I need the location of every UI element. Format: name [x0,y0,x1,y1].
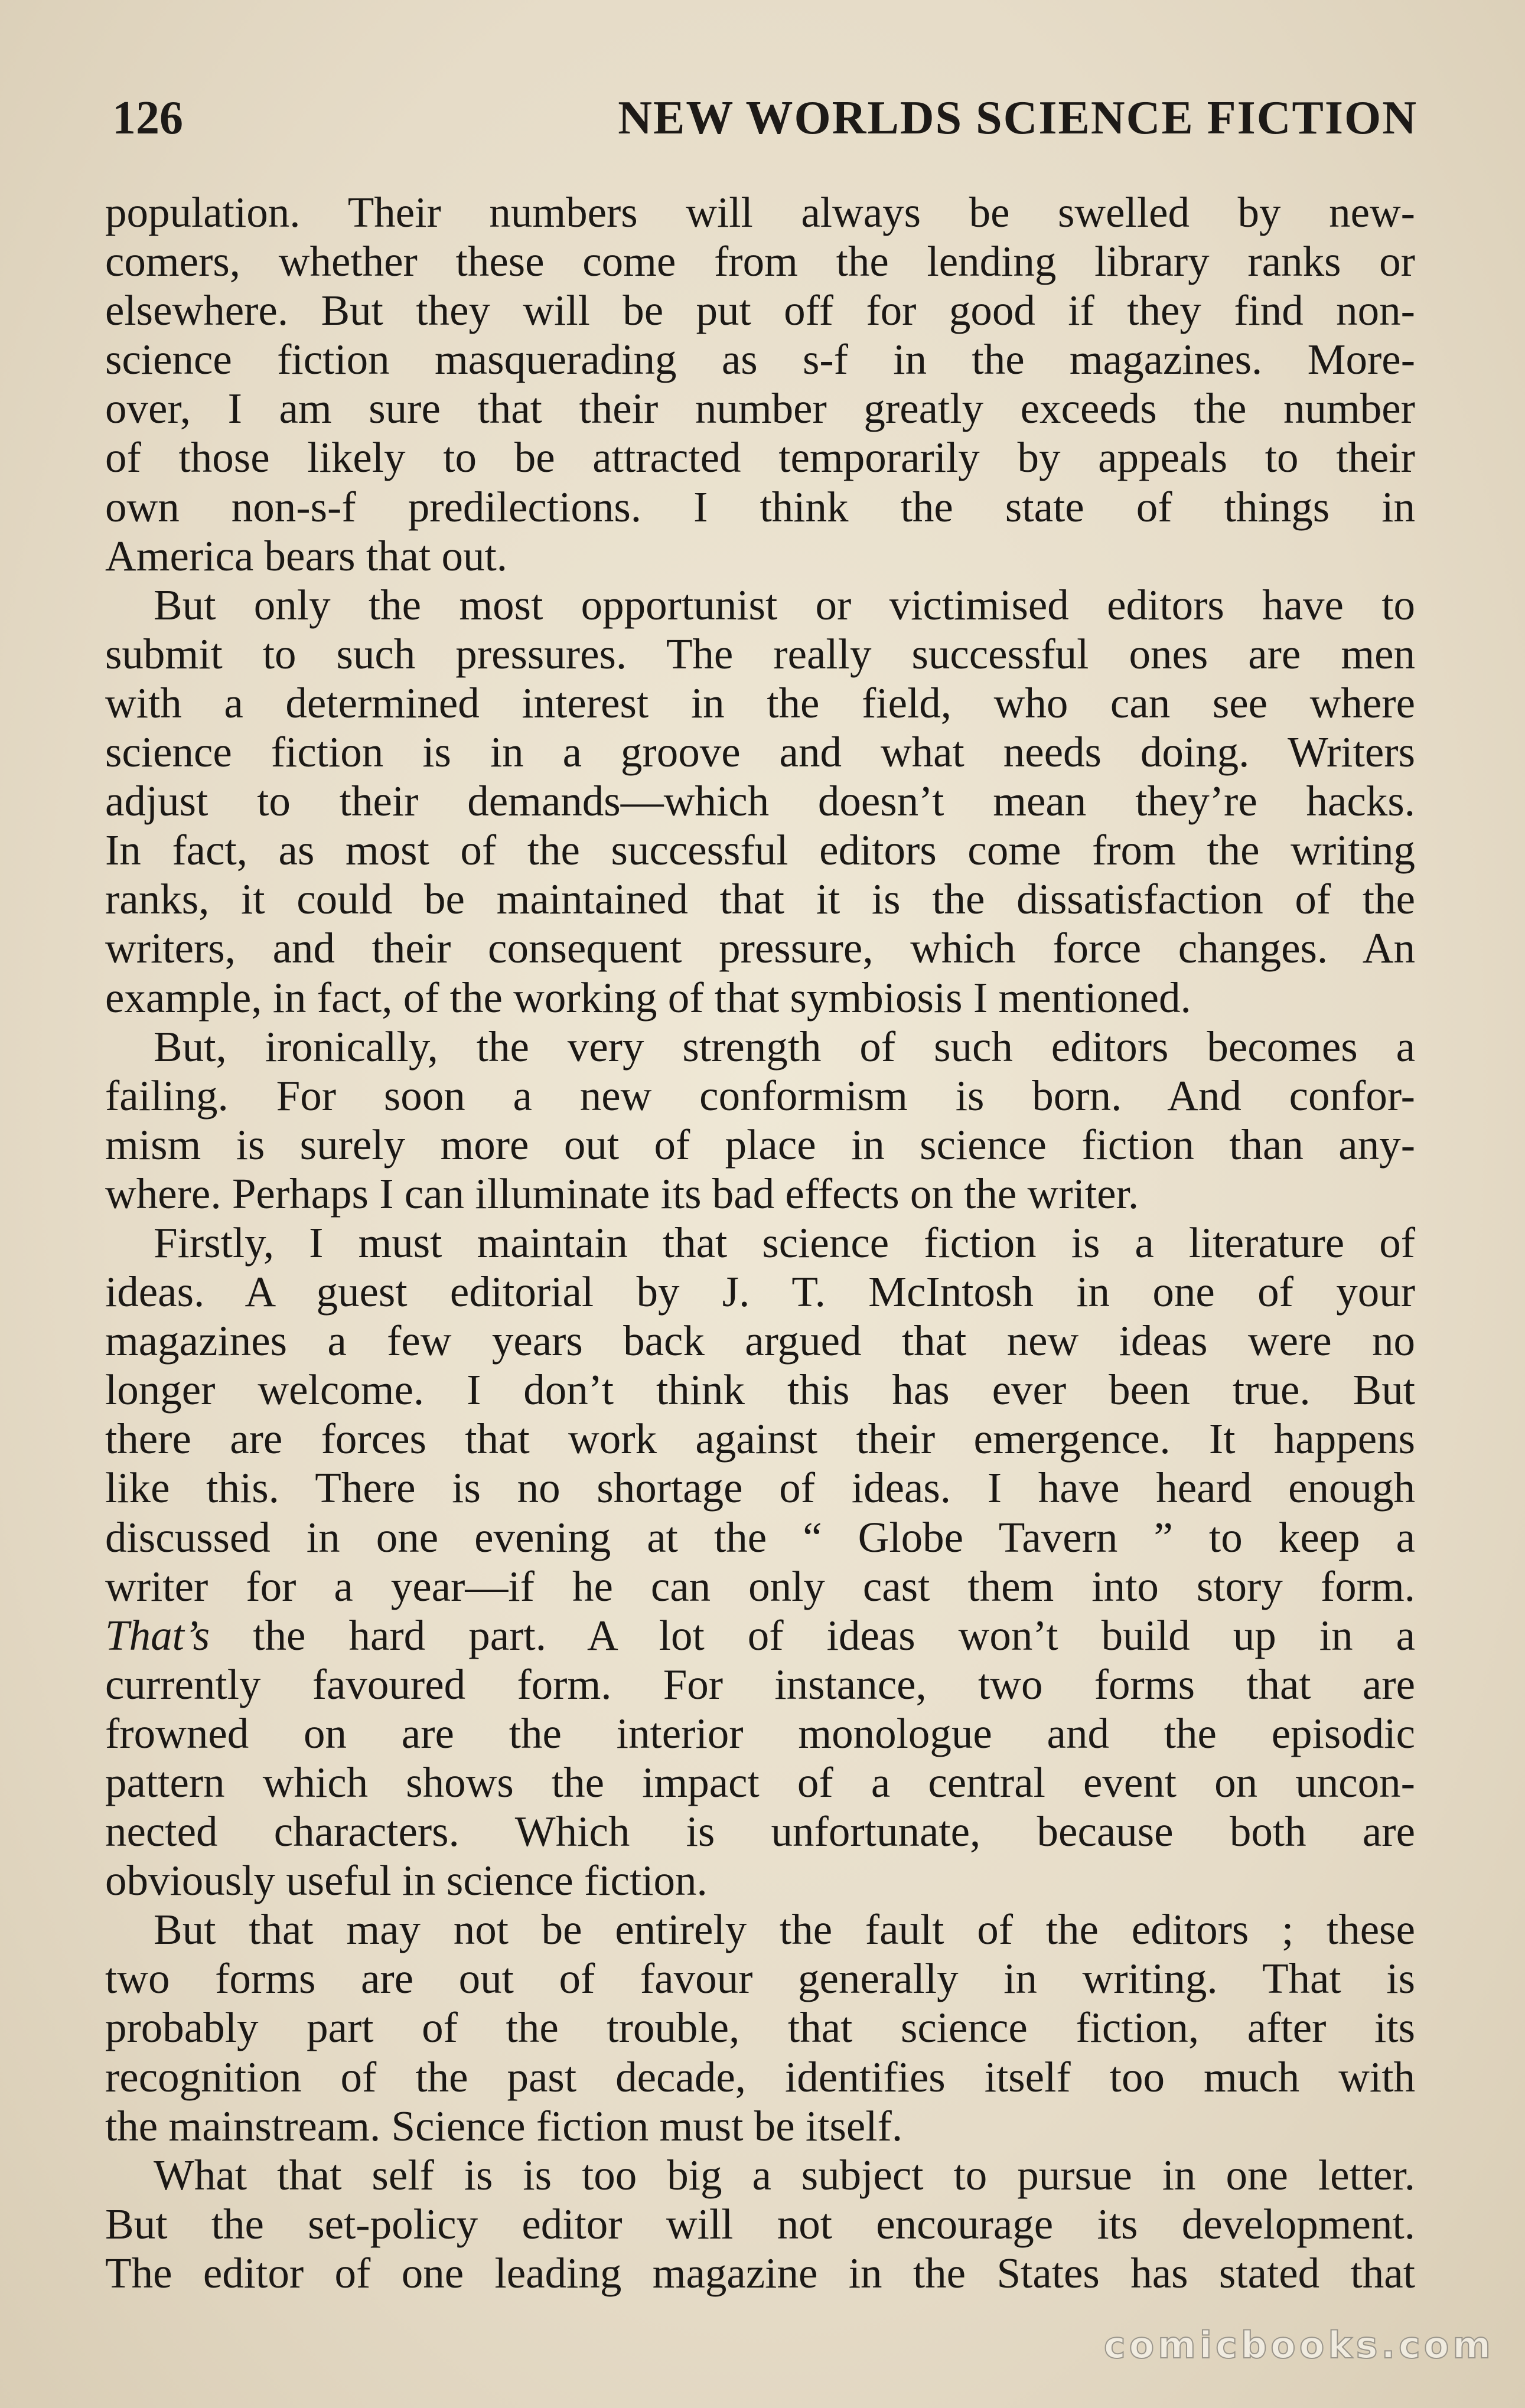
text-line: example, in fact, of the working of that symbiosis I mentioned. [105,973,1191,1022]
text-line: currently favoured form. For instance, two forms that are [105,1660,1415,1708]
text-line: writer for a year—if he can only cast them into story form. [105,1562,1415,1610]
body-text [105,188,1415,2298]
text-line: with a determined interest in the field, who can see where [105,678,1415,727]
text-line: But the set-policy editor will not encourage its development. [105,2200,1415,2248]
text-line: writers, and their consequent pressure, which force changes. An [105,924,1415,973]
text-line: there are forces that work against their emergence. It happens [105,1415,1415,1463]
text-line: The editor of one leading magazine in the States has stated that [105,2249,1415,2297]
text-line: In fact, as most of the successful editors come from the writing [105,826,1415,875]
text-line: America bears that out. [105,531,508,580]
text-line: nected characters. Which is unfortunate, because both are [105,1807,1415,1856]
text-line: population. Their numbers will always be swelled by new- [105,188,1415,236]
text-line: discussed in one evening at the “ Globe Tavern ” to keep a [105,1513,1415,1561]
text-line: What that self is is too big a subject to pursue in one letter. [154,2151,1415,2199]
text-line: mism is surely more out of place in science fiction than any- [105,1120,1415,1169]
text-line: failing. For soon a new conformism is born. And confor- [105,1071,1415,1120]
text-line: magazines a few years back argued that new ideas were no [105,1317,1415,1365]
text-line: over, I am sure that their number greatly exceeds the number [105,384,1415,433]
page-number: 126 [112,92,183,144]
text-line: of those likely to be attracted temporarily by appeals to their [105,433,1415,482]
text-line-rest: the hard part. A lot of ideas won’t build up in a [253,1611,1416,1659]
text-line: longer welcome. I don’t think this has ever been true. But [105,1366,1415,1414]
watermark: comicbooks.com [1103,2324,1494,2367]
text-line: ranks, it could be maintained that it is the dissatisfaction of the [105,875,1415,924]
italic-emphasis: That’s [105,1611,210,1659]
text-line: But only the most opportunist or victimised editors have to [154,580,1415,629]
text-line: probably part of the trouble, that science fiction, after its [105,2004,1415,2052]
text-line: pattern which shows the impact of a central event on uncon- [105,1758,1415,1806]
text-line: Firstly, I must maintain that science fiction is a literature of [154,1218,1415,1267]
text-line: two forms are out of favour generally in writing. That is [105,1955,1415,2003]
text-line: elsewhere. But they will be put off for good if they find non- [105,286,1415,335]
text-line: like this. There is no shortage of ideas. I have heard enough [105,1464,1415,1512]
text-line: recognition of the past decade, identifies itself too much with [105,2053,1415,2101]
text-line: obviously useful in science fiction. [105,1856,708,1905]
text-line: own non-s-f predilections. I think the state of things in [105,482,1415,531]
text-line: science fiction masquerading as s-f in the magazines. More- [105,335,1415,384]
running-title: NEW WORLDS SCIENCE FICTION [618,92,1418,144]
text-line: where. Perhaps I can illuminate its bad effects on the writer. [105,1169,1139,1218]
running-head [112,89,1418,148]
text-line: But, ironically, the very strength of such editors becomes a [154,1022,1415,1071]
text-line: But that may not be entirely the fault of the editors ; these [154,1905,1415,1954]
text-line: submit to such pressures. The really successful ones are men [105,629,1415,678]
text-line: adjust to their demands—which doesn’t mean they’re hacks. [105,777,1415,825]
text-line [105,1611,1415,1660]
text-line: the mainstream. Science fiction must be itself. [105,2102,903,2150]
text-line: frowned on are the interior monologue and the episodic [105,1709,1415,1757]
text-line: science fiction is in a groove and what needs doing. Writers [105,728,1415,776]
text-line: comers, whether these come from the lending library ranks or [105,237,1415,286]
text-line: ideas. A guest editorial by J. T. McIntosh in one of your [105,1268,1415,1316]
